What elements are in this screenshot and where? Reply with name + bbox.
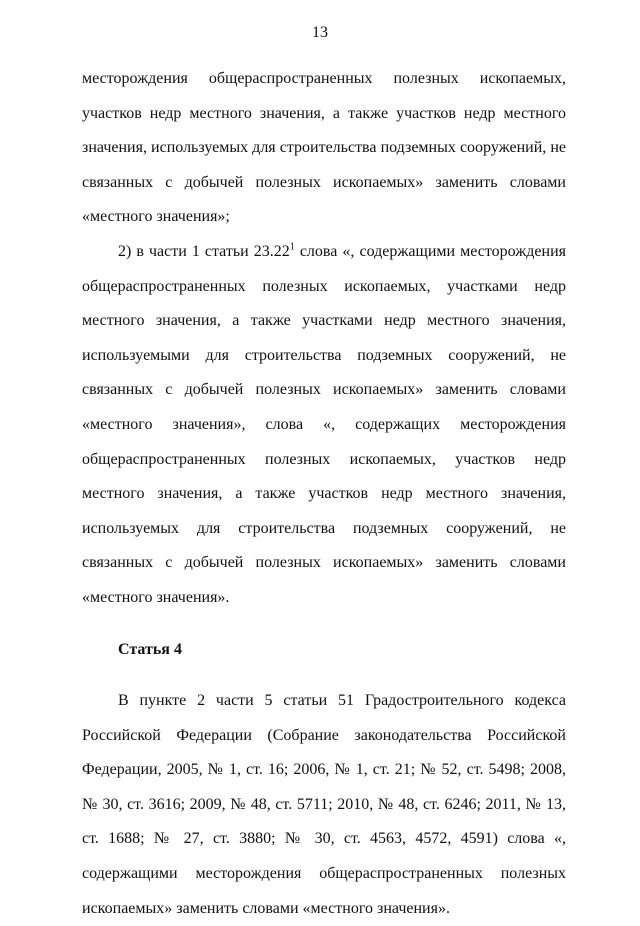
paragraph-article-4: В пункте 2 части 5 статьи 51 Градостроительного кодекса Российской Федерации (Собрание законодательства Российской Федерации, 2005, № 1, ст. 16; 2006, № 1, ст. 21; № 52, ст. 5498; 2008, № 30, ст. 3616; 2009, № 48, ст. 5711; 2010, № 48, ст. 6246; 2011, № 13, ст. 1688; № 27, ст. 3880; № 30, ст. 4563, 4572, 4591) слова «, содержащими месторождения общераспространенных полезных ископаемых» заменить словами «местного значения». [82, 692, 566, 917]
item-2-text: слова «, содержащими месторождения общераспространенных полезных ископаемых, участками недр местного значения, а также участками недр местного значения, используемыми для строительства подземных сооружений, не связанных с добычей полезных ископаемых» заменить словами «местного значения», слова «, содержащих месторождения общераспространенных полезных ископаемых, участков недр местного значения, а также участков недр местного значения, используемых для строительства подземных сооружений, не связанных с добычей полезных ископаемых» заменить словами «местного значения». [82, 242, 567, 606]
paragraph-continuation: месторождения общераспространенных полезных ископаемых, участков недр местного значения, а также участков недр местного значения, используемых для строительства подземных сооружений, не связанных с добычей полезных ископаемых» заменить словами «местного значения»; [82, 70, 566, 226]
article-superscript: 1 [289, 241, 295, 253]
document-body [82, 62, 566, 926]
page-number: 13 [312, 24, 328, 41]
paragraph-item-2 [82, 235, 566, 616]
item-2-prefix: 2) в части 1 статьи 23.22 [118, 242, 290, 260]
article-heading: Статья 4 [118, 640, 182, 658]
